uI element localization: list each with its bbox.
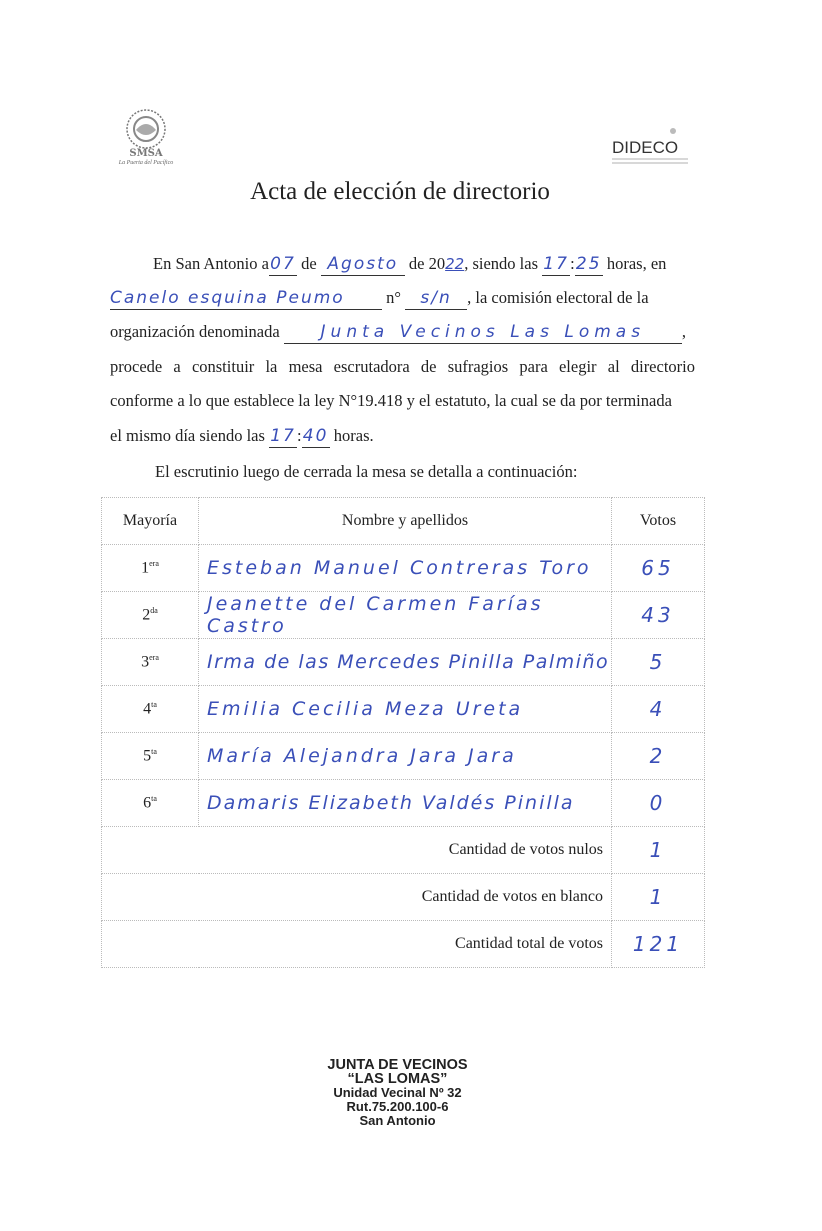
table-row: $5^{ta}$ María Alejandra Jara Jara 2 (102, 733, 705, 780)
candidate-name: Jeanette del Carmen Farías Castro (207, 593, 544, 637)
blanco-label: Cantidad de votos en blanco (102, 874, 612, 921)
header-mayoria: Mayoría (102, 498, 199, 545)
form-line-6: el mismo día siendo las 17:40 horas. (110, 426, 374, 446)
blanco-value: 1 (649, 885, 667, 909)
page-title: Acta de elección de directorio (250, 178, 550, 205)
form-line-5: conforme a lo que establece la ley N°19.418 y el estatuto, la cual se da por terminada (110, 391, 672, 410)
table-row: $2^{da}$ Jeanette del Carmen Farías Castro 43 (102, 592, 705, 639)
form-line-4: procede a constituir la mesa escrutadora de sufragios para elegir al directorio (110, 357, 695, 376)
number-value: s/n (420, 288, 452, 308)
form-line-3: organización denominada Junta Vecinos Las Lomas , (110, 322, 686, 342)
organization-stamp: JUNTA DE VECINOS “LAS LOMAS” Unidad Vecinal Nº 32 Rut.75.200.100-6 San Antonio (327, 1057, 468, 1128)
candidate-votes: 4 (649, 697, 667, 721)
header-votos: Votos (612, 498, 705, 545)
nulos-value: 1 (649, 838, 667, 862)
year-suffix: 22 (445, 255, 465, 273)
form-line-1: En San Antonio a07 de Agosto de 2022, siendo las 17:25 horas, en (153, 254, 667, 274)
candidate-votes: 2 (649, 744, 667, 768)
address-value: Canelo esquina Peumo (110, 288, 345, 308)
candidate-name: Irma de las Mercedes Pinilla Palmiño (207, 651, 610, 673)
total-row (102, 921, 705, 968)
blanco-row (102, 874, 705, 921)
table-row: $1^{era}$ Esteban Manuel Contreras Toro 65 (102, 545, 705, 592)
table-row: $4^{ta}$ Emilia Cecilia Meza Ureta 4 (102, 686, 705, 733)
total-value: 121 (632, 932, 684, 956)
candidate-name: Esteban Manuel Contreras Toro (207, 557, 592, 579)
start-hour: 17 (543, 254, 569, 274)
total-label: Cantidad total de votos (102, 921, 612, 968)
end-hour: 17 (270, 426, 296, 446)
municipal-logo (110, 104, 185, 174)
header-nombre: Nombre y apellidos (199, 498, 612, 545)
candidate-votes: 65 (641, 556, 675, 580)
candidate-name: Damaris Elizabeth Valdés Pinilla (207, 792, 575, 814)
end-min: 40 (302, 426, 329, 446)
nulos-label: Cantidad de votos nulos (102, 827, 612, 874)
results-table (101, 497, 705, 968)
candidate-votes: 0 (649, 791, 667, 815)
intro-line: El escrutinio luego de cerrada la mesa se detalla a continuación: (155, 462, 578, 481)
dideco-logo (610, 125, 700, 170)
candidate-votes: 5 (649, 650, 667, 674)
svg-text:DIDECO: DIDECO (612, 138, 679, 157)
candidate-name: María Alejandra Jara Jara (207, 745, 517, 767)
svg-text:SMSA: SMSA (129, 148, 163, 159)
form-line-2: Canelo esquina Peumo n° s/n , la comisión electoral de la (110, 288, 649, 308)
start-min: 25 (575, 254, 602, 274)
candidate-votes: 43 (641, 603, 675, 627)
table-header (102, 498, 705, 545)
logo-caption: La Puerta del Pacífico (118, 160, 174, 166)
org-name-value: Junta Vecinos Las Lomas (320, 322, 646, 342)
table-row: $3^{era}$ Irma de las Mercedes Pinilla Palmiño 5 (102, 639, 705, 686)
table-row: $6^{ta}$ Damaris Elizabeth Valdés Pinilla 0 (102, 780, 705, 827)
nulos-row (102, 827, 705, 874)
candidate-name: Emilia Cecilia Meza Ureta (207, 698, 524, 720)
day-value: 07 (270, 254, 296, 274)
month-value: Agosto (327, 254, 399, 274)
